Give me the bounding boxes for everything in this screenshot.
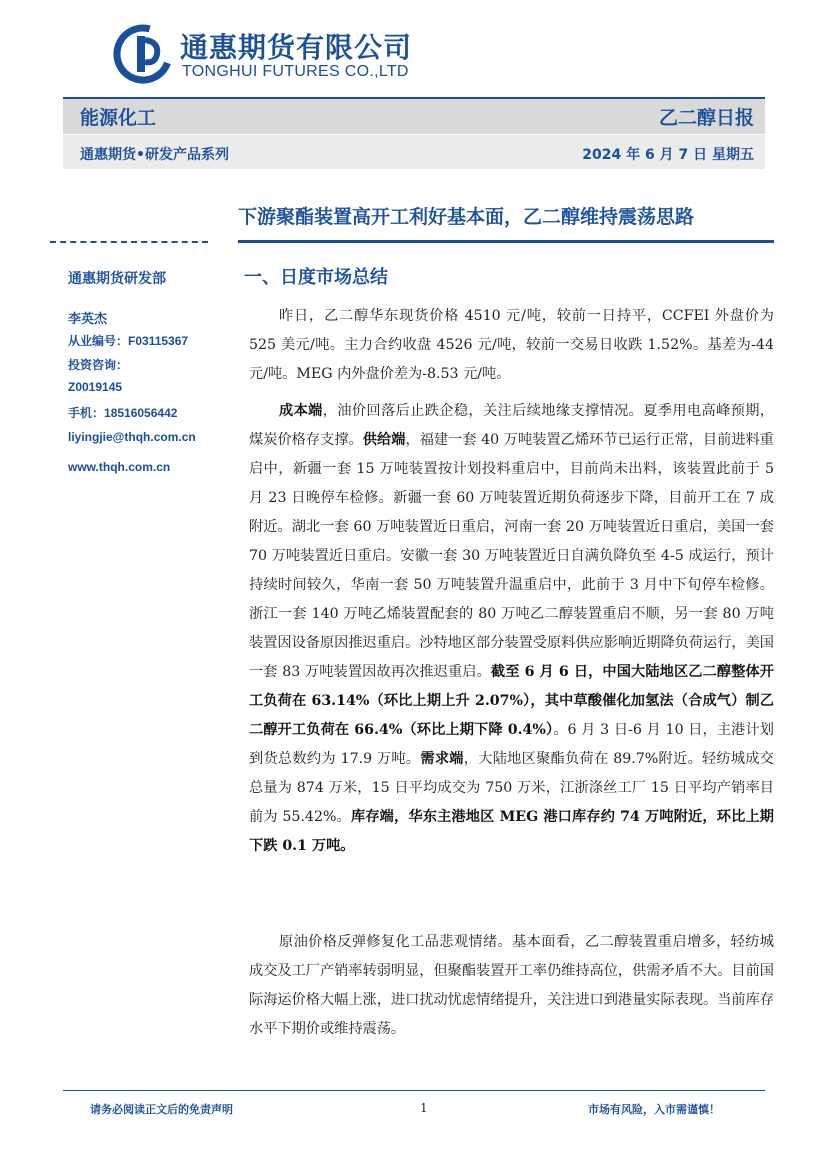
disclaimer-note: 请务必阅读正文后的免责声明 <box>90 1103 233 1116</box>
supply-side-label: 供给端 <box>362 432 406 448</box>
page-number: 1 <box>420 1101 428 1115</box>
company-logo-icon <box>113 24 173 84</box>
summary-paragraph-1: 昨日，乙二醇华东现货价格 4510 元/吨，较前一日持平，CCFEI 外盘价为 525 美元/吨。主力合约收盘 4526 元/吨，较前一交易日收跌 1.52%。基差为-44 元/吨。MEG 内外盘价差为-8.53 元/吨。 <box>249 308 774 382</box>
cert-label: 从业编号： <box>68 334 129 348</box>
footer-divider <box>63 1090 765 1091</box>
email-row <box>68 430 196 444</box>
report-type-label: 乙二醇日报 <box>658 107 754 129</box>
research-dept: 通惠期货研发部 <box>68 271 166 287</box>
supply-side-text: ，福建一套 40 万吨装置乙烯环节已运行正常，目前进料重启中，新疆一套 15 万吨装置按计划投料重启中，目前尚未出料，该装置此前于 5 月 23 日晚停车检修。新疆一套 60 万吨装置近期负荷逐步下降，目前开工在 7 成附近。湖北一套 60 万吨装置近日重启，河南一套 20 万吨装置近日重启，美国一套 70 万吨装置近日重启。安徽一套 30 万吨装置近日自满负降负至 4-5 成运行，预计持续时间较久，华南一套 50 万吨装置升温重启中，此前于 3 月中下旬停车检修。浙江一套 140 万吨乙烯装置配套的 80 万吨乙二醇装置重启不顺，另一套 80 万吨装置因设备原因推迟重启。沙特地区部分装置受原料供应影响近期降负荷运行，美国一套 83 万吨装置因故再次推迟重启。 <box>249 432 774 680</box>
phone-label: 手机： <box>68 406 105 420</box>
website-link[interactable]: www.thqh.com.cn <box>68 460 171 474</box>
summary-paragraph-3: 原油价格反弹修复化工品悲观情绪。基本面看，乙二醇装置重启增多，轻纺城成交及工厂产销率转弱明显，但聚酯装置开工率仍维持高位，供需矛盾不大。目前国际海运价格大幅上涨，进口扰动忧虑情绪提升，关注进口到港量实际表现。当前库存水平下期价或维持震荡。 <box>249 934 774 1037</box>
arrival-text: 。6 月 3 日-6 月 10 日，主港计划到货总数约为 17.9 万吨。 <box>249 722 774 767</box>
company-name-en: TONGHUI FUTURES CO.,LTD <box>182 63 409 80</box>
phone-value: 18516056442 <box>104 406 178 420</box>
demand-side-text: ，大陆地区聚酯负荷在 89.7%附近。轻纺城成交总量为 874 万米，15 日平均成交为 750 万米，江浙涤丝工厂 15 日平均产销率目前为 55.42%。 <box>249 751 774 825</box>
summary-paragraph-2 <box>249 397 774 861</box>
demand-side-label: 需求端 <box>420 751 464 767</box>
advisory-label-row <box>68 356 128 373</box>
advisory-value: Z0019145 <box>68 380 123 394</box>
website-row <box>68 460 170 474</box>
cert-number <box>68 332 188 349</box>
cost-side-label: 成本端 <box>279 403 323 419</box>
risk-warning: 市场有风险，入市需谨慎！ <box>588 1103 720 1116</box>
phone-row <box>68 404 177 421</box>
cost-side-text: ，油价回落后止跌企稳，关注后续地缘支撑情况。夏季用电高峰预期，煤炭价格存支撑。 <box>249 403 774 448</box>
analyst-name: 李英杰 <box>68 312 108 327</box>
sector-label: 能源化工 <box>80 107 157 129</box>
operating-rate-highlight: 截至 6 月 6 日，中国大陆地区乙二醇整体开工负荷在 63.14%（环比上期上升 2.07%），其中草酸催化加氢法（合成气）制乙二醇开工负荷在 66.4%（环比上期下降 0.4%） <box>249 664 774 738</box>
advisory-label: 投资咨询： <box>68 358 129 372</box>
sidebar-divider <box>50 241 208 243</box>
section-heading: 一、日度市场总结 <box>244 267 388 288</box>
headline-divider <box>238 240 774 243</box>
cert-value: F03115367 <box>128 334 189 348</box>
company-name-cn: 通惠期货有限公司 <box>180 31 413 64</box>
email-link[interactable]: liyingjie@thqh.com.cn <box>68 430 196 444</box>
page-title: 下游聚酯装置高开工利好基本面，乙二醇维持震荡思路 <box>238 206 695 228</box>
report-date: 2024 年 6 月 7 日 星期五 <box>582 147 754 163</box>
series-label: 通惠期货•研发产品系列 <box>80 147 229 163</box>
inventory-highlight: 库存端，华东主港地区 MEG 港口库存约 74 万吨附近，环比上期下跌 0.1 万吨。 <box>249 809 774 854</box>
advisory-value-row <box>68 380 122 394</box>
